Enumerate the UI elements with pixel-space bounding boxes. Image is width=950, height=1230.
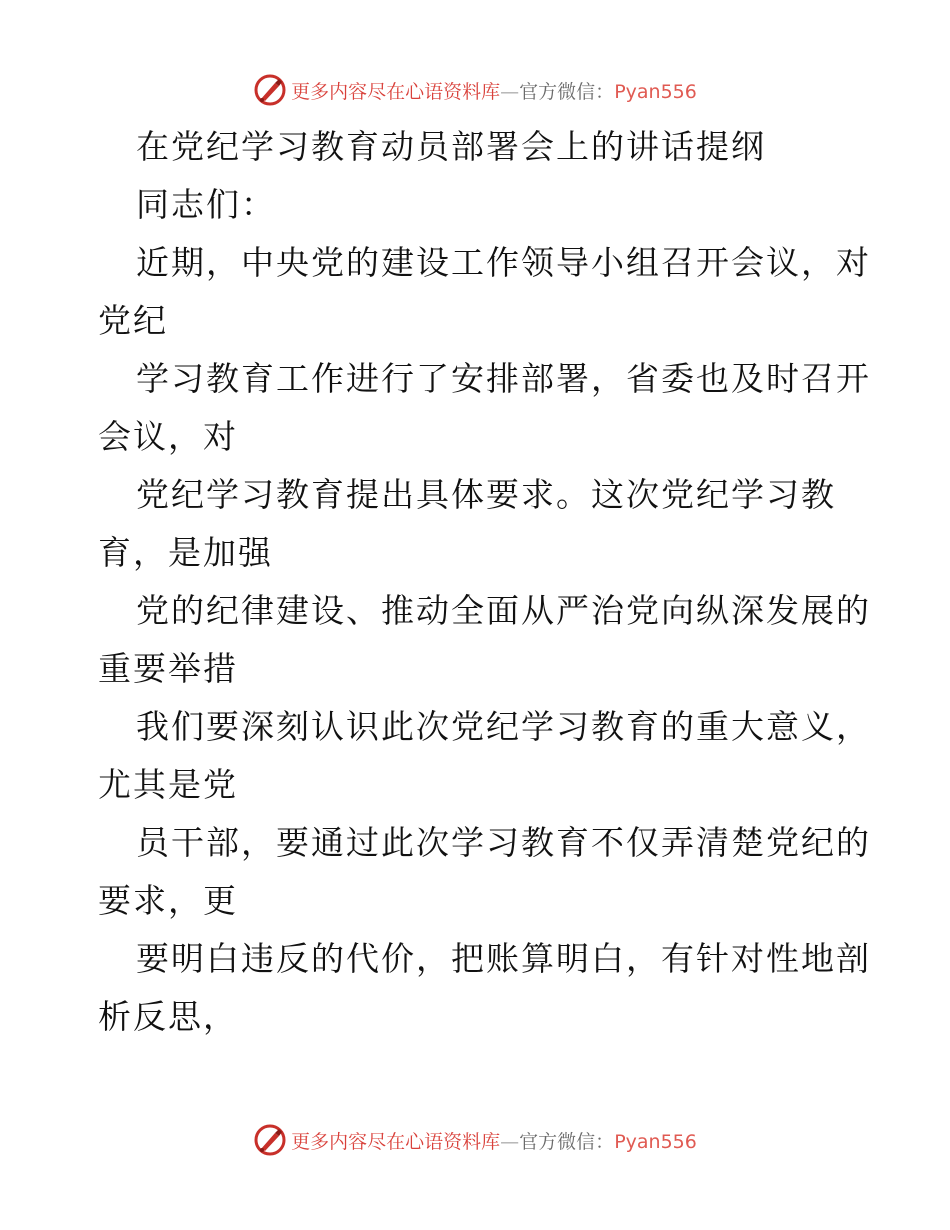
watermark-label: 官方微信： <box>519 1130 615 1153</box>
watermark-id: Pyan556 <box>614 1130 697 1153</box>
watermark-label: 官方微信： <box>519 80 615 103</box>
body-line: 我们要深刻认识此次党纪学习教育的重大意义， <box>136 707 871 746</box>
footer-watermark <box>0 1120 950 1160</box>
watermark-id: Pyan556 <box>614 80 697 103</box>
pen-logo-icon <box>253 1123 287 1157</box>
body-line: 尤其是党 <box>98 765 238 804</box>
greeting: 同志们： <box>136 185 276 224</box>
watermark-dash: — <box>500 1130 520 1153</box>
pen-logo-icon <box>253 73 287 107</box>
body-line: 要求，更 <box>98 881 238 920</box>
watermark-dash: — <box>500 80 520 103</box>
document-body <box>98 118 871 1046</box>
watermark-text <box>291 77 697 104</box>
body-line: 党纪 <box>98 301 168 340</box>
body-line: 党的纪律建设、推动全面从严治党向纵深发展的 <box>136 591 871 630</box>
body-line: 要明白违反的代价，把账算明白，有针对性地剖 <box>136 939 871 978</box>
body-line: 近期，中央党的建设工作领导小组召开会议，对 <box>136 243 871 282</box>
body-line: 重要举措 <box>98 649 238 688</box>
body-line: 析反思， <box>98 997 238 1036</box>
body-line: 会议，对 <box>98 417 238 456</box>
watermark-main: 更多内容尽在心语资料库 <box>291 80 501 103</box>
body-line: 员干部，要通过此次学习教育不仅弄清楚党纪的 <box>136 823 871 862</box>
body-line: 学习教育工作进行了安排部署，省委也及时召开 <box>136 359 871 398</box>
body-line: 育，是加强 <box>98 533 273 572</box>
document-title: 在党纪学习教育动员部署会上的讲话提纲 <box>136 127 766 166</box>
body-line: 党纪学习教育提出具体要求。这次党纪学习教 <box>136 475 836 514</box>
watermark-text <box>291 1127 697 1154</box>
watermark-main: 更多内容尽在心语资料库 <box>291 1130 501 1153</box>
header-watermark <box>0 70 950 110</box>
